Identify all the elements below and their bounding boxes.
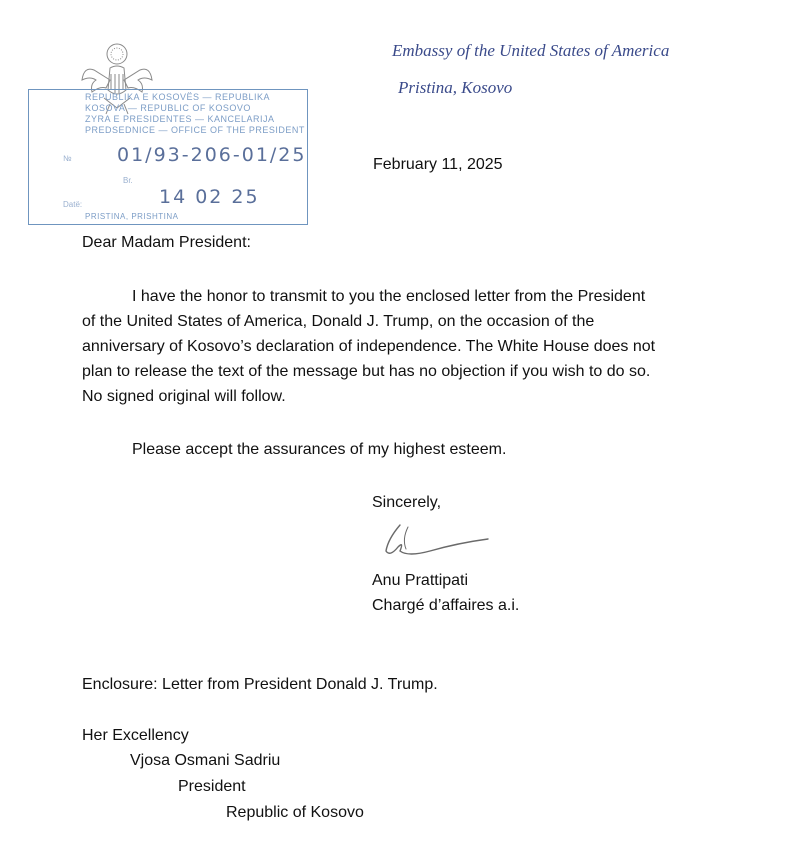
paragraph-1-line: No signed original will follow. [82, 388, 286, 405]
registry-stamp: REPUBLIKA E KOSOVËS — REPUBLIKA KOSOVA — REPUBLIC OF KOSOVO ZYRA E PRESIDENTES — KANCELARIJA PREDSEDNICE — OFFICE OF THE PRESIDENT № 01/93-206-01/25 Br. 14 02 25 Datë: PRISTINA, PRISHTINA [28, 89, 308, 225]
paragraph-2: Please accept the assurances of my highest esteem. [132, 441, 507, 458]
stamp-line-2: KOSOVA — REPUBLIC OF KOSOVO [85, 103, 251, 113]
stamp-office: PRISTINA, PRISHTINA [85, 212, 179, 221]
signer-title: Chargé d’affaires a.i. [372, 597, 520, 614]
recipient-country: Republic of Kosovo [226, 804, 364, 821]
paragraph-1-line: anniversary of Kosovo’s declaration of independence. The White House does not [82, 338, 656, 355]
recipient-honorific: Her Excellency [82, 727, 189, 744]
stamp-line-3: ZYRA E PRESIDENTES — KANCELARIJA [85, 114, 275, 124]
letter-date: February 11, 2025 [373, 156, 503, 173]
paragraph-1 [82, 284, 655, 409]
enclosure-note: Enclosure: Letter from President Donald J. Trump. [82, 676, 438, 693]
stamp-line-1: REPUBLIKA E KOSOVËS — REPUBLIKA [85, 92, 271, 102]
paragraph-1-line: plan to release the text of the message but has no objection if you wish to do so. [82, 363, 651, 380]
embassy-location: Pristina, Kosovo [398, 78, 513, 97]
stamp-line-4: PREDSEDNICE — OFFICE OF THE PRESIDENT [85, 125, 305, 135]
stamp-received-date: 14 02 25 [159, 186, 260, 208]
salutation: Dear Madam President: [82, 234, 251, 251]
recipient-title: President [178, 778, 246, 795]
embassy-name: Embassy of the United States of America [392, 41, 670, 60]
recipient-name: Vjosa Osmani Sadriu [130, 752, 281, 769]
closing: Sincerely, [372, 494, 442, 511]
paragraph-1-line: of the United States of America, Donald J. Trump, on the occasion of the [82, 313, 595, 330]
signer-name: Anu Prattipati [372, 572, 469, 589]
signature [378, 517, 498, 563]
stamp-reference-number: 01/93-206-01/25 [117, 144, 307, 166]
paragraph-1-line: I have the honor to transmit to you the enclosed letter from the President [132, 288, 646, 305]
